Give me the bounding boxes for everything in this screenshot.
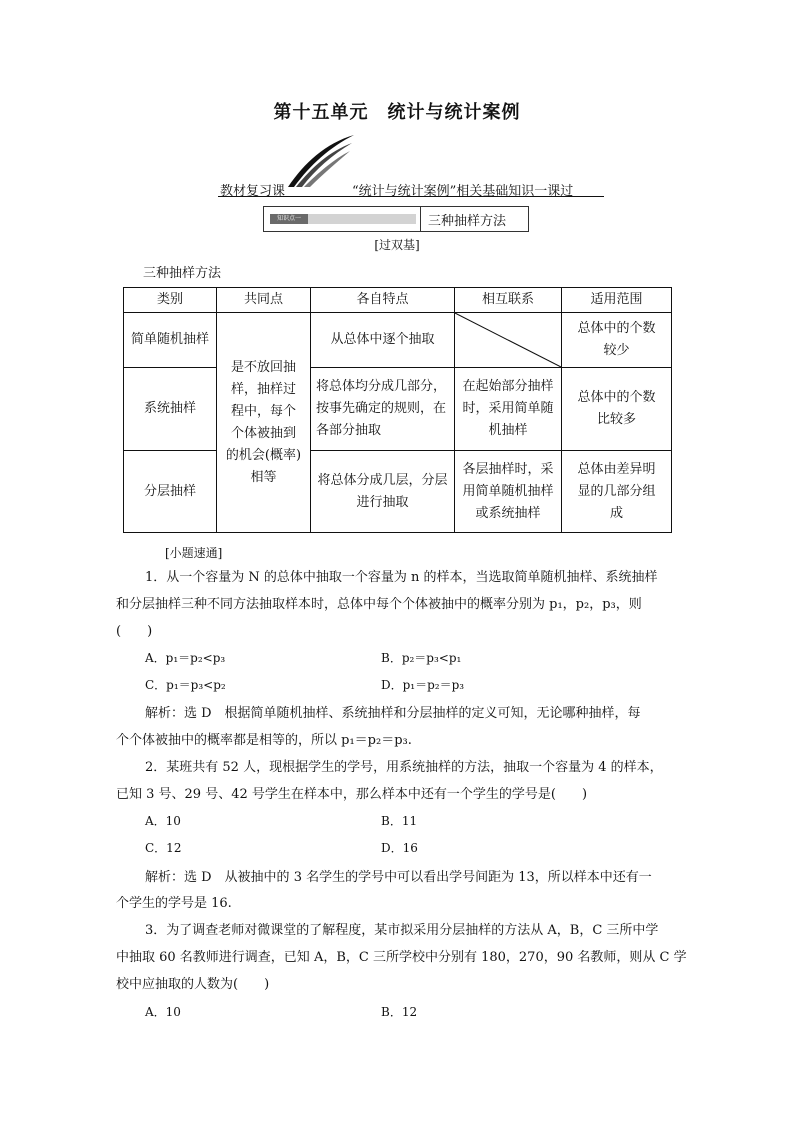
table-header-cell: 共同点 (217, 288, 311, 313)
feature-cell: 将总体分成几层，分层进行抽取 (311, 451, 455, 533)
question-1-solution-line-1: 解析：选 D 根据简单随机抽样、系统抽样和分层抽样的定义可知，无论哪种抽样，每 (145, 706, 641, 721)
question-2-option-d: D．16 (381, 841, 418, 855)
badge-label: 知识点一 (270, 214, 308, 224)
table-header-cell: 类别 (124, 288, 217, 313)
table-header-cell: 各自特点 (311, 288, 455, 313)
badge-separator (420, 207, 421, 231)
header-divider (218, 196, 604, 197)
scope-cell: 总体中的个数比较多 (562, 368, 672, 451)
question-2-solution-line-2: 个学生的学号是 16. (116, 896, 232, 911)
diagonal-slash (455, 313, 561, 367)
question-1-line-3: ( ) (116, 624, 153, 639)
feature-cell: 从总体中逐个抽取 (311, 313, 455, 368)
table-row (124, 313, 672, 368)
table-row (124, 368, 672, 451)
badge-title: 三种抽样方法 (428, 214, 507, 229)
page-title: 第十五单元 统计与统计案例 (273, 102, 521, 123)
swoosh-logo-icon (286, 133, 356, 189)
question-2-option-a: A．10 (145, 814, 181, 828)
question-2-option-c: C．12 (145, 841, 182, 855)
exercise-tag: [小题速通] (165, 546, 223, 560)
question-1-option-b: B．p₂＝p₃<p₁ (381, 651, 462, 665)
question-3-line-2: 中抽取 60 名教师进行调查，已知 A，B，C 三所学校中分别有 180，270，90 名教师，则从 C 学 (116, 950, 687, 965)
question-1-line-1: 1．从一个容量为 N 的总体中抽取一个容量为 n 的样本，当选取简单随机抽样、系统抽样 (145, 570, 658, 585)
question-1-option-a: A．p₁＝p₂<p₃ (145, 651, 226, 665)
common-cell: 是不放回抽样，抽样过程中，每个个体被抽到的机会(概率)相等 (217, 313, 311, 533)
sampling-methods-table (123, 287, 672, 533)
question-3-line-3: 校中应抽取的人数为( ) (116, 977, 270, 992)
relation-cell: 在起始部分抽样时，采用简单随机抽样 (455, 368, 562, 451)
pass-base-tag: [过双基] (374, 238, 420, 252)
feature-cell: 将总体均分成几部分，按事先确定的规则，在各部分抽取 (311, 368, 455, 451)
table-row (124, 451, 672, 533)
table-header-cell: 相互联系 (455, 288, 562, 313)
question-1-line-2: 和分层抽样三种不同方法抽取样本时，总体中每个个体被抽中的概率分别为 p₁，p₂，p₃，则 (116, 597, 642, 612)
category-cell: 简单随机抽样 (124, 313, 217, 368)
relation-cell-empty (455, 313, 562, 368)
scope-cell: 总体由差异明显的几部分组成 (562, 451, 672, 533)
table-header-cell: 适用范围 (562, 288, 672, 313)
review-course-subtitle: “统计与统计案例”相关基础知识一课过 (352, 184, 574, 199)
question-2-option-b: B．11 (381, 814, 418, 828)
question-1-option-d: D．p₁＝p₂＝p₃ (381, 678, 465, 692)
section-label: 三种抽样方法 (143, 266, 222, 281)
question-2-solution-line-1: 解析：选 D 从被抽中的 3 名学生的学号中可以看出学号间距为 13，所以样本中还有一 (145, 870, 652, 885)
question-1-solution-line-2: 个个体被抽中的概率都是相等的，所以 p₁＝p₂＝p₃. (116, 733, 412, 748)
review-course-label: 教材复习课 (220, 184, 286, 199)
question-3-option-a: A．10 (145, 1005, 181, 1019)
knowledge-point-badge (263, 206, 529, 232)
question-2-line-2: 已知 3 号、29 号、42 号学生在样本中，那么样本中还有一个学生的学号是( ) (116, 787, 588, 802)
question-1-option-c: C．p₁＝p₃<p₂ (145, 678, 226, 692)
relation-cell: 各层抽样时，采用简单随机抽样或系统抽样 (455, 451, 562, 533)
question-3-line-1: 3．为了调查老师对微课堂的了解程度，某市拟采用分层抽样的方法从 A，B，C 三所中学 (145, 923, 659, 938)
question-2-line-1: 2．某班共有 52 人，现根据学生的学号，用系统抽样的方法，抽取一个容量为 4 的样本， (145, 760, 663, 775)
table-header-row (124, 288, 672, 313)
category-cell: 系统抽样 (124, 368, 217, 451)
category-cell: 分层抽样 (124, 451, 217, 533)
scope-cell: 总体中的个数较少 (562, 313, 672, 368)
question-3-option-b: B．12 (381, 1005, 418, 1019)
